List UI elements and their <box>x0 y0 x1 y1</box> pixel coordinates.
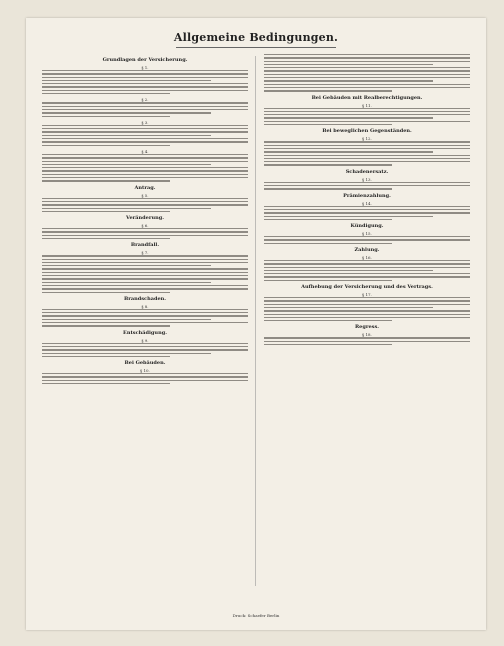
text-line <box>264 182 470 183</box>
text-line <box>42 275 248 276</box>
text-line <box>264 124 392 125</box>
printer-footer: Druck: Schaefer Berlin <box>232 613 280 618</box>
text-line <box>42 228 248 229</box>
text-line <box>264 206 470 207</box>
text-line <box>42 268 248 269</box>
paragraph-body <box>42 198 248 212</box>
text-line <box>42 373 248 374</box>
section-heading: Bei beweglichen Gegenständen. <box>322 128 412 135</box>
section-heading: Prämienzahlung. <box>343 192 391 199</box>
text-line <box>42 154 248 155</box>
section-heading: Brandfall. <box>130 242 160 249</box>
paragraph-number: § 9. <box>141 337 149 343</box>
paragraph-body <box>264 182 470 190</box>
text-line <box>42 170 248 171</box>
text-line <box>42 93 170 94</box>
paragraph-number: § 3. <box>141 119 149 125</box>
paragraph-body <box>264 141 470 165</box>
text-line <box>42 70 248 71</box>
text-line <box>264 273 470 274</box>
text-line <box>42 125 248 126</box>
text-line <box>264 185 470 186</box>
text-line <box>42 135 211 136</box>
text-line <box>42 211 170 212</box>
text-line <box>42 322 248 323</box>
text-line <box>264 70 470 71</box>
text-line <box>264 111 470 112</box>
text-line <box>42 80 211 81</box>
paragraph-number: § 11. <box>362 102 372 108</box>
section <box>264 284 470 321</box>
text-line <box>264 260 470 261</box>
text-line <box>264 61 470 62</box>
section <box>264 54 470 92</box>
text-line <box>264 270 433 271</box>
section <box>42 242 248 293</box>
section-heading: Aufhebung der Versicherung und des Vertrags. <box>301 284 433 291</box>
section-heading: Veränderung. <box>126 215 164 222</box>
text-line <box>264 216 433 217</box>
text-line <box>42 353 211 354</box>
paragraph-body <box>42 373 248 384</box>
text-line <box>264 209 470 210</box>
text-line <box>42 285 248 286</box>
paragraph-body <box>42 228 248 239</box>
text-line <box>42 292 170 293</box>
text-line <box>42 109 248 110</box>
paragraph-number: § 7. <box>141 250 149 256</box>
text-line <box>264 212 470 213</box>
paragraph-body <box>264 108 470 126</box>
paragraph-number: § 13. <box>362 176 372 182</box>
text-line <box>264 90 392 91</box>
section <box>42 296 248 327</box>
text-line <box>42 383 170 384</box>
section-heading: Zahlung. <box>354 246 380 253</box>
section <box>264 193 470 220</box>
text-line <box>42 312 248 313</box>
text-line <box>264 300 470 301</box>
section <box>264 95 470 126</box>
paragraph-body <box>42 343 248 357</box>
paragraph-number: § 18. <box>362 332 372 338</box>
text-line <box>42 131 248 132</box>
text-line <box>264 344 392 345</box>
text-line <box>42 255 248 256</box>
paragraph-body <box>42 255 248 293</box>
text-line <box>264 54 470 55</box>
text-line <box>264 114 470 115</box>
text-line <box>42 235 248 236</box>
text-line <box>264 276 470 277</box>
section <box>264 247 470 281</box>
paragraph-body <box>264 337 470 345</box>
text-line <box>264 80 433 81</box>
section-heading: Schadenersatz. <box>345 168 389 175</box>
text-line <box>42 231 248 232</box>
section <box>42 360 248 384</box>
paragraph-body <box>42 102 248 116</box>
text-line <box>264 236 470 237</box>
text-line <box>264 117 433 118</box>
text-line <box>42 380 248 381</box>
text-line <box>264 239 470 240</box>
text-line <box>42 167 248 168</box>
text-line <box>264 64 433 65</box>
text-line <box>264 87 470 88</box>
paragraph-body <box>264 260 470 281</box>
text-line <box>42 288 248 289</box>
section-heading: Grundlagen der Versicherung. <box>102 57 188 63</box>
text-line <box>264 141 470 142</box>
paragraph-number: § 6. <box>141 223 149 229</box>
paragraph-body <box>42 154 248 182</box>
text-line <box>42 262 248 263</box>
text-line <box>42 346 248 347</box>
paragraph-body <box>42 309 248 327</box>
text-line <box>264 67 470 68</box>
text-line <box>42 315 248 316</box>
paragraph-body <box>42 70 248 94</box>
text-line <box>42 204 248 205</box>
text-line <box>42 198 248 199</box>
text-line <box>42 102 248 103</box>
text-line <box>264 219 392 220</box>
text-line <box>264 148 470 149</box>
paragraph-number: § 8. <box>141 303 149 309</box>
text-line <box>42 116 170 117</box>
title-underline <box>176 47 336 48</box>
document-title: Allgemeine Bedingungen. <box>173 31 339 44</box>
paragraph-number: § 17. <box>362 292 372 298</box>
section-heading: Bei Gebäuden mit Realberechtigungen. <box>311 94 423 101</box>
text-line <box>42 265 211 266</box>
text-line <box>264 320 392 321</box>
text-line <box>42 141 248 142</box>
column-divider <box>255 56 256 586</box>
text-line <box>264 243 392 244</box>
text-line <box>42 282 211 283</box>
paragraph-body <box>264 206 470 220</box>
paragraph-body <box>264 297 470 321</box>
text-line <box>42 343 248 344</box>
text-line <box>42 376 248 377</box>
text-line <box>264 280 392 281</box>
text-line <box>264 307 433 308</box>
document-page <box>26 18 486 630</box>
text-line <box>264 310 470 311</box>
text-line <box>42 77 248 78</box>
paragraph-number: § 4. <box>141 148 149 154</box>
section <box>42 330 248 357</box>
section <box>264 169 470 190</box>
text-line <box>42 272 248 273</box>
paragraph-body <box>264 54 470 92</box>
section <box>264 223 470 244</box>
text-line <box>42 161 248 162</box>
paragraph-number: § 12. <box>362 136 372 142</box>
text-line <box>264 57 470 58</box>
section <box>42 97 248 116</box>
section <box>42 57 248 94</box>
text-line <box>264 145 470 146</box>
text-line <box>42 259 248 260</box>
section <box>264 324 470 345</box>
text-line <box>42 106 248 107</box>
text-line <box>42 112 211 113</box>
text-line <box>42 349 248 350</box>
text-line <box>42 325 170 326</box>
section-heading: Regress. <box>354 324 380 331</box>
section-heading: Brandschaden. <box>123 295 167 302</box>
text-line <box>42 164 211 165</box>
text-line <box>42 90 248 91</box>
text-line <box>42 319 211 320</box>
paragraph-number: § 15. <box>362 231 372 237</box>
paragraph-number: § 16. <box>362 254 372 260</box>
section-heading: Bei Gebäuden. <box>124 360 166 367</box>
text-line <box>42 138 248 139</box>
section <box>42 185 248 212</box>
text-line <box>42 180 170 181</box>
text-line <box>264 74 470 75</box>
paragraph-number: § 5. <box>141 192 149 198</box>
section <box>264 128 470 165</box>
text-line <box>264 121 470 122</box>
text-line <box>264 158 470 159</box>
text-line <box>42 83 248 84</box>
text-line <box>42 208 211 209</box>
text-line <box>264 161 470 162</box>
paragraph-number: § 10. <box>140 368 150 374</box>
paragraph-number: § 1. <box>141 65 149 70</box>
text-line <box>42 73 248 74</box>
text-line <box>264 267 470 268</box>
text-line <box>264 151 433 152</box>
text-line <box>264 155 470 156</box>
section-heading: Antrag. <box>134 184 156 191</box>
text-line <box>264 164 392 165</box>
left-column <box>42 54 248 594</box>
text-line <box>264 297 470 298</box>
section <box>42 149 248 182</box>
text-line <box>42 128 248 129</box>
paragraph-number: § 2. <box>141 97 149 103</box>
text-line <box>42 238 170 239</box>
section-heading: Entschädigung. <box>123 329 167 336</box>
text-line <box>264 337 470 338</box>
text-line <box>264 304 470 305</box>
paragraph-body <box>42 125 248 146</box>
text-line <box>42 86 248 87</box>
paragraph-body <box>264 236 470 244</box>
section <box>42 215 248 239</box>
text-line <box>264 84 470 85</box>
text-line <box>264 77 470 78</box>
text-line <box>42 174 248 175</box>
text-line <box>42 157 248 158</box>
section <box>42 120 248 146</box>
text-line <box>42 278 248 279</box>
text-line <box>264 317 470 318</box>
text-line <box>42 356 170 357</box>
text-line <box>42 145 170 146</box>
text-line <box>264 188 392 189</box>
text-line <box>264 108 470 109</box>
text-line <box>42 309 248 310</box>
text-line <box>42 201 248 202</box>
text-line <box>264 341 470 342</box>
text-line <box>264 263 470 264</box>
paragraph-number: § 14. <box>362 200 372 206</box>
text-line <box>42 177 248 178</box>
section-heading: Kündigung. <box>350 223 384 230</box>
right-column <box>264 54 470 594</box>
text-line <box>264 314 470 315</box>
